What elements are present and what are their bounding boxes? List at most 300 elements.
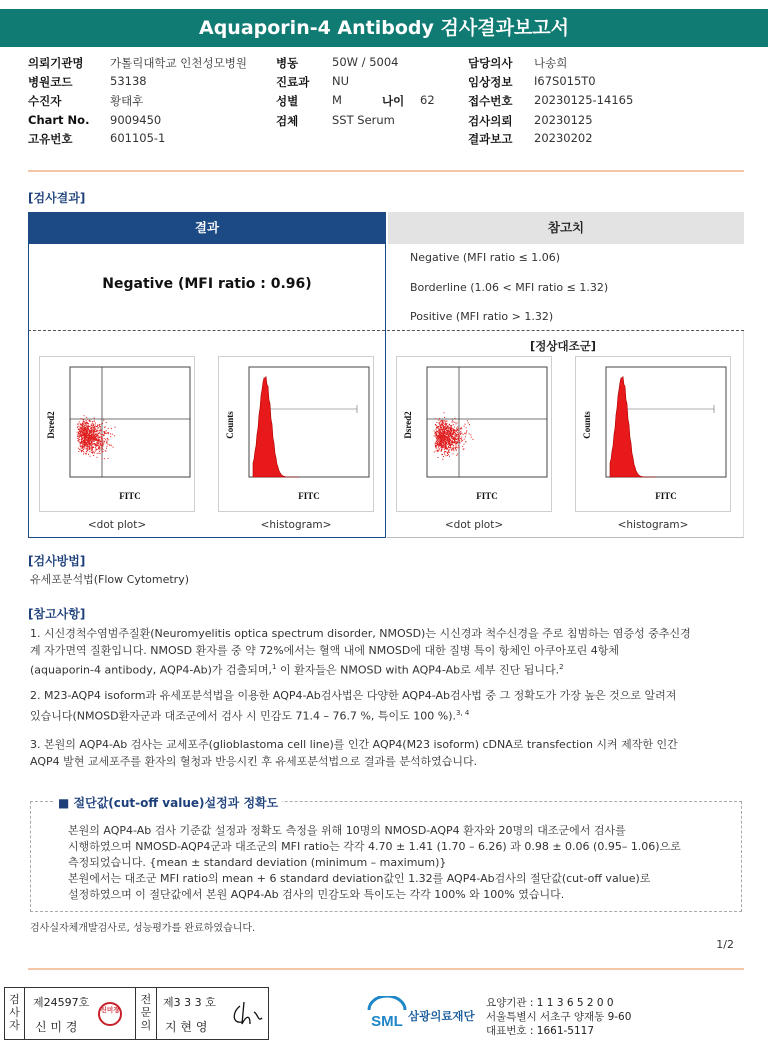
clinical-info: I67S015T0 <box>534 74 596 88</box>
lab-phone: 대표번호 : 1661-5117 <box>486 1025 595 1037</box>
note-line: AQP4 발현 교세포주를 환자의 혈청과 반응시킨 후 유세포분석법으로 결과를 분석하였습니다. <box>30 754 478 768</box>
dot-point <box>444 424 445 425</box>
dot-point <box>440 421 441 422</box>
dot-point <box>88 431 89 432</box>
dot-point <box>90 426 91 427</box>
dot-point <box>447 440 448 441</box>
dot-point <box>91 432 92 433</box>
dot-point <box>458 438 459 439</box>
dot-point <box>108 458 109 459</box>
dot-point <box>436 427 437 428</box>
dot-point <box>448 436 449 437</box>
dot-point <box>101 445 102 446</box>
dot-point <box>90 444 91 445</box>
dot-point <box>102 439 103 440</box>
dot-point <box>445 446 446 447</box>
dot-point <box>103 434 104 435</box>
dot-point <box>446 423 447 424</box>
dot-point <box>101 444 102 445</box>
label: 고유번호 <box>28 132 73 146</box>
dot-point <box>435 418 436 419</box>
dot-point <box>107 432 108 433</box>
dot-point <box>452 433 453 434</box>
dot-point <box>452 434 453 435</box>
dot-point <box>94 443 95 444</box>
cutoff-line: 설정하였으며 이 절단값에서 본원 AQP4-Ab 검사의 민감도와 특이도는 각각 100% 와 100% 였습니다. <box>68 888 565 901</box>
dot-point <box>437 435 438 436</box>
dot-point <box>447 448 448 449</box>
reference-borderline: Borderline (1.06 < MFI ratio ≤ 1.32) <box>410 281 609 294</box>
dot-point <box>91 449 92 450</box>
dot-point <box>451 430 452 431</box>
label: 의뢰기관명 <box>28 56 84 70</box>
dot-point <box>88 444 89 445</box>
dot-point <box>84 445 85 446</box>
dot-point <box>439 443 440 444</box>
dot-point <box>96 436 97 437</box>
dot-point <box>437 443 438 444</box>
dot-point <box>81 431 82 432</box>
dot-point <box>453 439 454 440</box>
dot-point <box>452 422 453 423</box>
dot-point <box>447 453 448 454</box>
dot-point <box>95 425 96 426</box>
dot-point <box>448 432 449 433</box>
dot-point <box>434 431 435 432</box>
dot-point <box>85 425 86 426</box>
dot-point <box>451 428 452 429</box>
dot-point <box>443 435 444 436</box>
dot-point <box>435 443 436 444</box>
dot-point <box>439 449 440 450</box>
dot-point <box>449 431 450 432</box>
dot-point <box>464 426 465 427</box>
dot-point <box>101 430 102 431</box>
dot-point <box>100 426 101 427</box>
dot-point <box>446 447 447 448</box>
dot-point <box>459 441 460 442</box>
dot-point <box>90 456 91 457</box>
dot-point <box>441 433 442 434</box>
y-axis-label: Counts <box>225 411 235 439</box>
note-line: 1. 시신경척수염범주질환(Neuromyelitis optica spectrum disorder, NMOSD)는 시신경과 척수신경을 주로 침범하는 염증성 중추신경 <box>30 627 691 640</box>
dot-point <box>452 438 453 439</box>
dot-point <box>81 438 82 439</box>
dot-point <box>443 427 444 428</box>
dot-point <box>449 449 450 450</box>
dot-point <box>459 433 460 434</box>
dot-point <box>115 427 116 428</box>
dot-point <box>105 426 106 427</box>
dot-point <box>447 421 448 422</box>
dot-point <box>442 446 443 447</box>
dot-point <box>438 420 439 421</box>
dot-point <box>456 447 457 448</box>
dot-point <box>448 429 449 430</box>
dot-point <box>86 449 87 450</box>
dot-point <box>81 437 82 438</box>
dot-point <box>436 422 437 423</box>
dot-point <box>89 446 90 447</box>
dot-point <box>98 435 99 436</box>
dot-point <box>80 434 81 435</box>
dot-point <box>443 432 444 433</box>
dot-point <box>86 430 87 431</box>
dot-point <box>472 439 473 440</box>
dot-point <box>78 433 79 434</box>
dot-point <box>100 434 101 435</box>
label: 병원코드 <box>28 75 73 89</box>
dot-point <box>447 444 448 445</box>
cutoff-line: 측정되었습니다. {mean ± standard deviation (minimum – maximum)} <box>68 856 447 869</box>
dot-point <box>91 434 92 435</box>
dot-point <box>443 423 444 424</box>
histogram-svg <box>219 357 375 513</box>
dot-point <box>91 442 92 443</box>
dot-point <box>84 421 85 422</box>
x-axis-label: FITC <box>655 491 677 501</box>
signature-mark <box>228 998 264 1030</box>
dot-point <box>87 439 88 440</box>
dot-point <box>94 434 95 435</box>
doctor: 나송희 <box>534 56 568 70</box>
dot-point <box>102 445 103 446</box>
dot-point <box>437 439 438 440</box>
dot-point <box>94 430 95 431</box>
histogram-caption: <histogram> <box>260 519 332 531</box>
control-dot-plot <box>396 356 552 512</box>
dot-point <box>456 455 457 456</box>
dot-point <box>444 433 445 434</box>
dot-point <box>445 432 446 433</box>
dot-point <box>443 444 444 445</box>
dot-point <box>86 417 87 418</box>
dot-point <box>98 443 99 444</box>
histogram-caption: <histogram> <box>617 519 689 531</box>
dot-point <box>444 437 445 438</box>
dot-point <box>82 446 83 447</box>
dot-point <box>86 420 87 421</box>
dot-point <box>438 431 439 432</box>
label: 병동 <box>276 56 299 70</box>
dot-point <box>91 447 92 448</box>
dot-point <box>96 431 97 432</box>
lab-contact <box>486 996 631 1038</box>
dot-point <box>79 437 80 438</box>
dot-point <box>93 425 94 426</box>
dot-point <box>80 443 81 444</box>
dot-point <box>434 436 435 437</box>
dot-point <box>100 453 101 454</box>
dot-point <box>464 433 465 434</box>
dot-point <box>78 435 79 436</box>
dot-point <box>88 450 89 451</box>
dot-point <box>83 424 84 425</box>
dot-point <box>442 454 443 455</box>
dot-point <box>89 448 90 449</box>
dot-point <box>456 435 457 436</box>
dot-point <box>93 427 94 428</box>
control-histogram <box>575 356 731 512</box>
method-section-title: [검사방법] <box>28 554 86 568</box>
dot-point <box>461 438 462 439</box>
note-text: (aquaporin-4 antibody, AQP4-Ab)가 검출되며, <box>30 663 273 677</box>
dot-point <box>438 439 439 440</box>
logo-arc <box>369 996 405 1010</box>
dot-point <box>437 426 438 427</box>
dot-point <box>96 442 97 443</box>
hospital-code: 53138 <box>110 74 147 88</box>
cutoff-text <box>68 823 728 903</box>
dot-point <box>80 427 81 428</box>
dot-point <box>85 428 86 429</box>
dot-point <box>93 439 94 440</box>
dot-point <box>448 426 449 427</box>
dot-point <box>80 430 81 431</box>
cutoff-line: 시행하였으며 NMOSD-AQP4군과 대조군의 MFI ratio는 각각 4.70 ± 1.41 (1.70 – 6.26) 과 0.98 ± 0.06 (0.95– 1.06)으로 <box>68 840 681 853</box>
dot-point <box>445 421 446 422</box>
dashed-divider <box>28 330 744 331</box>
dot-point <box>448 443 449 444</box>
dot-point <box>466 432 467 433</box>
dot-point <box>458 434 459 435</box>
patient-name: 황태후 <box>110 94 144 108</box>
dot-point <box>450 440 451 441</box>
dot-point <box>453 432 454 433</box>
divider <box>28 968 744 970</box>
dot-point <box>83 440 84 441</box>
tester-name: 신 미 경 <box>35 1020 78 1034</box>
dot-point <box>434 452 435 453</box>
dot-point <box>100 450 101 451</box>
dot-point <box>442 443 443 444</box>
dot-point <box>91 448 92 449</box>
lab-name: 삼광의료재단 <box>408 1009 475 1023</box>
dot-point <box>95 436 96 437</box>
dot-point <box>461 441 462 442</box>
dot-point <box>457 447 458 448</box>
dot-point <box>81 435 82 436</box>
cutoff-line: 본원에서는 대조군 MFI ratio의 mean + 6 standard deviation값인 1.32를 AQP4-Ab검사의 절단값(cut-off value)로 <box>68 872 651 885</box>
dot-point <box>79 436 80 437</box>
dot-point <box>456 431 457 432</box>
dot-point <box>457 441 458 442</box>
dot-point <box>457 432 458 433</box>
dot-point <box>460 442 461 443</box>
dot-point <box>102 440 103 441</box>
dot-point <box>105 439 106 440</box>
dot-point <box>97 457 98 458</box>
dot-point <box>449 444 450 445</box>
dot-point <box>452 420 453 421</box>
dot-point <box>103 442 104 443</box>
dot-point <box>89 444 90 445</box>
dot-point <box>462 446 463 447</box>
dot-point <box>107 438 108 439</box>
dot-point <box>454 438 455 439</box>
dot-point <box>93 443 94 444</box>
dot-point <box>101 434 102 435</box>
dot-point <box>105 433 106 434</box>
dot-point <box>93 440 94 441</box>
dot-point <box>440 420 441 421</box>
dot-point <box>88 434 89 435</box>
dot-point <box>97 424 98 425</box>
dot-point <box>460 433 461 434</box>
reference-negative: Negative (MFI ratio ≤ 1.06) <box>410 251 561 264</box>
dot-point <box>87 447 88 448</box>
dot-point <box>437 438 438 439</box>
dot-point <box>442 430 443 431</box>
dot-point <box>93 447 94 448</box>
dot-point <box>440 425 441 426</box>
dot-point <box>84 428 85 429</box>
dot-point <box>107 441 108 442</box>
dot-point <box>466 434 467 435</box>
citation: 1 <box>272 663 277 671</box>
dot-point <box>92 449 93 450</box>
dot-point <box>87 422 88 423</box>
dot-point <box>78 448 79 449</box>
dot-point <box>81 450 82 451</box>
dot-point <box>446 434 447 435</box>
dot-point <box>452 444 453 445</box>
dot-point <box>449 439 450 440</box>
tester-label <box>5 988 25 1039</box>
dot-point <box>453 450 454 451</box>
dot-point <box>99 448 100 449</box>
dot-point <box>99 439 100 440</box>
dot-point <box>112 434 113 435</box>
note-text: 이 환자들은 NMOSD with AQP4-Ab로 세부 진단 됩니다. <box>276 663 560 677</box>
label: 진료과 <box>276 75 310 89</box>
dot-point <box>435 447 436 448</box>
dot-point <box>436 428 437 429</box>
y-axis-label: Counts <box>582 411 592 439</box>
dot-point <box>445 423 446 424</box>
dot-point <box>94 421 95 422</box>
tester-number: 제24597호 <box>33 996 90 1009</box>
dot-point <box>448 441 449 442</box>
dot-point <box>93 455 94 456</box>
dot-point <box>93 431 94 432</box>
dot-point <box>442 445 443 446</box>
dot-point <box>99 424 100 425</box>
dot-point <box>99 425 100 426</box>
signature-path <box>234 1002 262 1024</box>
dot-point <box>458 430 459 431</box>
dot-point <box>90 435 91 436</box>
histogram-svg <box>576 357 732 513</box>
dot-point <box>445 448 446 449</box>
dot-point <box>85 424 86 425</box>
dot-point <box>438 450 439 451</box>
dot-point <box>452 441 453 442</box>
dot-point <box>455 434 456 435</box>
dot-point <box>102 451 103 452</box>
dot-point <box>439 432 440 433</box>
dot-point <box>440 429 441 430</box>
dot-point <box>446 442 447 443</box>
dot-point <box>104 458 105 459</box>
label: 검체 <box>276 114 299 128</box>
dot-point <box>463 434 464 435</box>
dot-point <box>83 454 84 455</box>
dot-point <box>444 435 445 436</box>
dot-point <box>90 421 91 422</box>
dot-point <box>86 435 87 436</box>
dot-point <box>438 441 439 442</box>
specimen: SST Serum <box>332 113 395 127</box>
normal-control-label: [정상대조군] <box>530 339 597 353</box>
dot-point <box>445 437 446 438</box>
dot-point <box>436 425 437 426</box>
dot-point <box>454 441 455 442</box>
dot-point <box>95 429 96 430</box>
dot-point <box>444 412 445 413</box>
signature-box <box>4 987 269 1040</box>
dot-point <box>96 438 97 439</box>
dot-point <box>104 427 105 428</box>
dot-point <box>98 447 99 448</box>
dot-point <box>456 428 457 429</box>
dot-point <box>438 426 439 427</box>
dot-point <box>85 427 86 428</box>
dot-point <box>466 430 467 431</box>
dot-point <box>96 449 97 450</box>
dot-point <box>103 420 104 421</box>
y-axis-label: Dsred2 <box>46 411 56 439</box>
dot-point <box>114 435 115 436</box>
dot-point <box>440 427 441 428</box>
dot-point <box>436 446 437 447</box>
result-header: 결과 <box>28 212 386 244</box>
dot-point <box>92 421 93 422</box>
dot-point <box>89 420 90 421</box>
dot-point <box>99 437 100 438</box>
citation: 2 <box>559 663 564 671</box>
dot-point <box>92 426 93 427</box>
dot-point <box>97 426 98 427</box>
dot-point <box>451 444 452 445</box>
dot-point <box>106 430 107 431</box>
dot-point <box>448 451 449 452</box>
dot-point <box>437 431 438 432</box>
label: 수진자 <box>28 94 62 108</box>
dot-point <box>84 432 85 433</box>
dot-point <box>89 426 90 427</box>
dot-point <box>446 428 447 429</box>
dot-point <box>98 427 99 428</box>
dot-point <box>446 445 447 446</box>
dot-point <box>84 442 85 443</box>
dot-point <box>454 427 455 428</box>
dot-point <box>104 438 105 439</box>
dot-point <box>458 442 459 443</box>
dot-point <box>444 430 445 431</box>
patient-histogram <box>218 356 374 512</box>
dot-point <box>106 433 107 434</box>
dot-point <box>460 434 461 435</box>
label: 임상정보 <box>468 75 513 89</box>
dot-point <box>441 442 442 443</box>
dot-point <box>435 444 436 445</box>
dot-point <box>444 454 445 455</box>
dot-point <box>101 458 102 459</box>
dot-point <box>91 438 92 439</box>
dot-point <box>87 440 88 441</box>
dot-point <box>455 438 456 439</box>
